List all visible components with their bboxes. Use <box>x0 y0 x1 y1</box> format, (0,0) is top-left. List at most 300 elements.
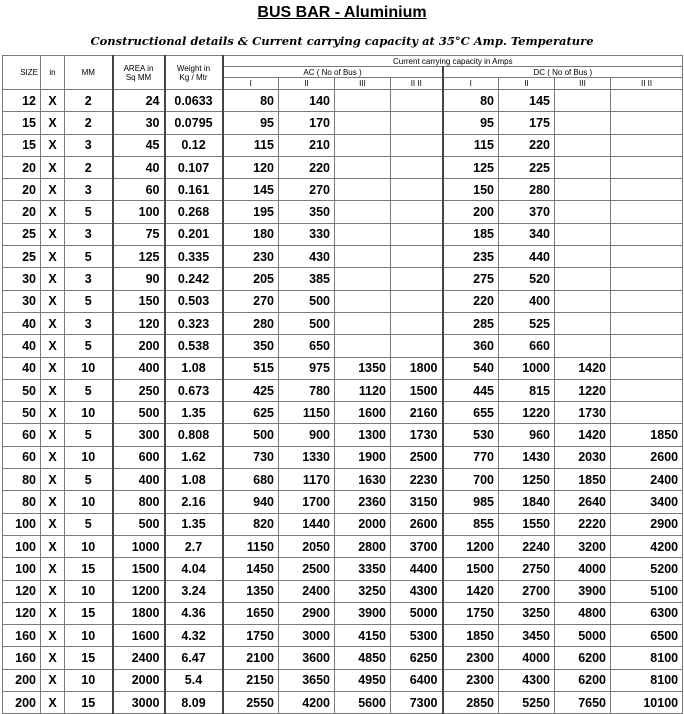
table-row <box>3 402 683 424</box>
dc-value-cell: 275 <box>443 268 499 290</box>
ac-value-cell: 730 <box>223 446 279 468</box>
size-x-cell: X <box>41 602 65 624</box>
ac-value-cell: 385 <box>279 268 335 290</box>
dc-value-cell: 340 <box>499 223 555 245</box>
weight-cell: 0.503 <box>165 290 223 312</box>
weight-cell: 0.268 <box>165 201 223 223</box>
area-cell: 100 <box>113 201 165 223</box>
dc-value-cell: 80 <box>443 90 499 112</box>
ac-value-cell: 1730 <box>391 424 443 446</box>
ac-value-cell <box>335 112 391 134</box>
table-row <box>3 90 683 112</box>
ac-value-cell: 1900 <box>335 446 391 468</box>
ac-value-cell: 1300 <box>335 424 391 446</box>
dc-value-cell: 95 <box>443 112 499 134</box>
dc-value-cell <box>611 379 683 401</box>
dc-value-cell: 2400 <box>611 469 683 491</box>
size-thickness-cell: 10 <box>65 535 113 557</box>
dc-value-cell: 2600 <box>611 446 683 468</box>
size-width-cell: 200 <box>3 669 41 691</box>
size-thickness-cell: 5 <box>65 246 113 268</box>
dc-value-cell: 3900 <box>555 580 611 602</box>
size-thickness-cell: 15 <box>65 647 113 669</box>
dc-value-cell <box>611 223 683 245</box>
size-width-cell: 100 <box>3 558 41 580</box>
size-x-cell: X <box>41 446 65 468</box>
dc-value-cell: 855 <box>443 513 499 535</box>
dc-value-cell: 770 <box>443 446 499 468</box>
dc-value-cell: 2300 <box>443 669 499 691</box>
ac-value-cell: 2000 <box>335 513 391 535</box>
size-width-cell: 120 <box>3 602 41 624</box>
dc-bus-count-2: II <box>499 78 555 90</box>
size-width-cell: 40 <box>3 357 41 379</box>
dc-value-cell <box>555 112 611 134</box>
weight-cell: 6.47 <box>165 647 223 669</box>
table-row <box>3 246 683 268</box>
size-width-cell: 100 <box>3 535 41 557</box>
area-cell: 800 <box>113 491 165 513</box>
dc-value-cell: 220 <box>499 134 555 156</box>
ac-value-cell: 3700 <box>391 535 443 557</box>
size-width-cell: 20 <box>3 156 41 178</box>
ac-value-cell: 270 <box>223 290 279 312</box>
ac-value-cell: 2500 <box>279 558 335 580</box>
ac-value-cell <box>335 223 391 245</box>
weight-cell: 0.538 <box>165 335 223 357</box>
ac-value-cell: 2500 <box>391 446 443 468</box>
ac-value-cell: 1350 <box>223 580 279 602</box>
ac-value-cell: 2160 <box>391 402 443 424</box>
ac-value-cell: 515 <box>223 357 279 379</box>
ac-value-cell <box>391 179 443 201</box>
dc-value-cell <box>611 90 683 112</box>
ac-value-cell: 2150 <box>223 669 279 691</box>
ac-value-cell: 180 <box>223 223 279 245</box>
dc-value-cell: 4000 <box>499 647 555 669</box>
ac-value-cell <box>335 312 391 334</box>
dc-value-cell: 2220 <box>555 513 611 535</box>
ac-value-cell <box>391 335 443 357</box>
weight-cell: 0.673 <box>165 379 223 401</box>
dc-value-cell: 700 <box>443 469 499 491</box>
ac-value-cell: 95 <box>223 112 279 134</box>
size-thickness-cell: 5 <box>65 469 113 491</box>
busbar-table <box>2 55 683 714</box>
dc-value-cell: 520 <box>499 268 555 290</box>
dc-value-cell <box>611 268 683 290</box>
dc-value-cell <box>611 112 683 134</box>
document-title: BUS BAR - Aluminium <box>257 4 427 21</box>
ac-value-cell: 2550 <box>223 692 279 714</box>
size-thickness-cell: 10 <box>65 402 113 424</box>
dc-value-cell <box>555 290 611 312</box>
area-cell: 400 <box>113 357 165 379</box>
size-x-cell: X <box>41 580 65 602</box>
ac-value-cell: 3650 <box>279 669 335 691</box>
ac-value-cell <box>391 223 443 245</box>
size-width-cell: 15 <box>3 112 41 134</box>
dc-value-cell <box>555 335 611 357</box>
ac-value-cell: 170 <box>279 112 335 134</box>
weight-header-line2: Kg / Mtr <box>179 72 208 82</box>
ac-value-cell: 4200 <box>279 692 335 714</box>
size-thickness-cell: 10 <box>65 669 113 691</box>
size-width-cell: 40 <box>3 335 41 357</box>
weight-header-line1: Weight in <box>176 63 211 73</box>
ac-header: AC ( No of Bus ) <box>223 67 443 78</box>
size-x-cell: X <box>41 179 65 201</box>
dc-value-cell: 655 <box>443 402 499 424</box>
ac-value-cell: 820 <box>223 513 279 535</box>
dc-value-cell: 3250 <box>499 602 555 624</box>
dc-value-cell: 185 <box>443 223 499 245</box>
dc-value-cell: 1500 <box>443 558 499 580</box>
size-thickness-cell: 3 <box>65 223 113 245</box>
weight-cell: 0.335 <box>165 246 223 268</box>
weight-cell: 1.35 <box>165 402 223 424</box>
area-cell: 400 <box>113 469 165 491</box>
area-header-line2: Sq MM <box>125 72 152 82</box>
size-thickness-cell: 15 <box>65 558 113 580</box>
dc-value-cell: 3200 <box>555 535 611 557</box>
size-x-cell: X <box>41 290 65 312</box>
size-x-cell: X <box>41 692 65 714</box>
ac-value-cell: 2360 <box>335 491 391 513</box>
area-cell: 60 <box>113 179 165 201</box>
dc-value-cell: 1430 <box>499 446 555 468</box>
ac-value-cell: 1440 <box>279 513 335 535</box>
table-row <box>3 290 683 312</box>
size-width-cell: 160 <box>3 625 41 647</box>
area-cell: 200 <box>113 335 165 357</box>
ac-value-cell <box>335 335 391 357</box>
size-thickness-cell: 5 <box>65 513 113 535</box>
dc-value-cell: 175 <box>499 112 555 134</box>
weight-cell: 1.35 <box>165 513 223 535</box>
size-width-cell: 25 <box>3 246 41 268</box>
ac-value-cell: 2400 <box>279 580 335 602</box>
ac-value-cell: 900 <box>279 424 335 446</box>
dc-bus-count-1: I <box>443 78 499 90</box>
dc-value-cell: 1750 <box>443 602 499 624</box>
dc-value-cell: 1850 <box>611 424 683 446</box>
size-thickness-cell: 15 <box>65 692 113 714</box>
ac-value-cell: 330 <box>279 223 335 245</box>
table-row <box>3 223 683 245</box>
size-width-cell: 120 <box>3 580 41 602</box>
size-x-cell: X <box>41 535 65 557</box>
ac-value-cell: 2050 <box>279 535 335 557</box>
dc-value-cell: 985 <box>443 491 499 513</box>
area-cell: 125 <box>113 246 165 268</box>
size-thickness-cell: 10 <box>65 446 113 468</box>
table-row <box>3 602 683 624</box>
dc-value-cell <box>555 223 611 245</box>
table-body <box>3 90 683 714</box>
weight-cell: 4.32 <box>165 625 223 647</box>
weight-cell: 1.08 <box>165 357 223 379</box>
ac-value-cell: 350 <box>223 335 279 357</box>
area-header <box>113 56 165 90</box>
ac-value-cell: 115 <box>223 134 279 156</box>
dc-value-cell <box>555 312 611 334</box>
dc-value-cell: 530 <box>443 424 499 446</box>
size-width-cell: 200 <box>3 692 41 714</box>
size-thickness-cell: 5 <box>65 335 113 357</box>
dc-value-cell: 285 <box>443 312 499 334</box>
size-thickness-cell: 2 <box>65 90 113 112</box>
dc-value-cell <box>555 268 611 290</box>
weight-cell: 8.09 <box>165 692 223 714</box>
table-row <box>3 112 683 134</box>
ac-value-cell: 280 <box>223 312 279 334</box>
size-x-cell: X <box>41 156 65 178</box>
ac-value-cell <box>391 90 443 112</box>
area-cell: 1200 <box>113 580 165 602</box>
dc-value-cell: 5200 <box>611 558 683 580</box>
ac-value-cell: 7300 <box>391 692 443 714</box>
area-cell: 2000 <box>113 669 165 691</box>
dc-value-cell: 4300 <box>499 669 555 691</box>
dc-value-cell <box>611 402 683 424</box>
ac-value-cell: 2230 <box>391 469 443 491</box>
ac-value-cell: 210 <box>279 134 335 156</box>
dc-value-cell: 200 <box>443 201 499 223</box>
size-x-cell: X <box>41 379 65 401</box>
ac-value-cell: 80 <box>223 90 279 112</box>
dc-value-cell: 125 <box>443 156 499 178</box>
dc-value-cell: 5000 <box>555 625 611 647</box>
dc-value-cell <box>555 134 611 156</box>
size-x-cell: X <box>41 223 65 245</box>
table-row <box>3 580 683 602</box>
area-cell: 40 <box>113 156 165 178</box>
weight-cell: 0.12 <box>165 134 223 156</box>
size-thickness-cell: 10 <box>65 357 113 379</box>
ac-value-cell: 3350 <box>335 558 391 580</box>
dc-value-cell: 6200 <box>555 669 611 691</box>
dc-value-cell: 815 <box>499 379 555 401</box>
dc-value-cell: 4200 <box>611 535 683 557</box>
table-row <box>3 357 683 379</box>
weight-cell: 0.323 <box>165 312 223 334</box>
size-x-cell: X <box>41 469 65 491</box>
dc-value-cell: 225 <box>499 156 555 178</box>
dc-value-cell: 540 <box>443 357 499 379</box>
dc-value-cell: 2700 <box>499 580 555 602</box>
dc-value-cell <box>611 335 683 357</box>
size-thickness-cell: 10 <box>65 491 113 513</box>
ac-value-cell <box>391 290 443 312</box>
size-x-cell: X <box>41 201 65 223</box>
ac-value-cell: 2600 <box>391 513 443 535</box>
ac-value-cell: 195 <box>223 201 279 223</box>
size-thickness-cell: 2 <box>65 156 113 178</box>
dc-value-cell: 4800 <box>555 602 611 624</box>
weight-cell: 4.36 <box>165 602 223 624</box>
weight-cell: 3.24 <box>165 580 223 602</box>
dc-header: DC ( No of Bus ) <box>443 67 683 78</box>
table-row <box>3 424 683 446</box>
weight-cell: 5.4 <box>165 669 223 691</box>
table-row <box>3 647 683 669</box>
table-row <box>3 335 683 357</box>
size-thickness-cell: 10 <box>65 580 113 602</box>
dc-value-cell: 1840 <box>499 491 555 513</box>
dc-value-cell: 1220 <box>555 379 611 401</box>
area-cell: 150 <box>113 290 165 312</box>
ac-value-cell: 1630 <box>335 469 391 491</box>
size-x-cell: X <box>41 312 65 334</box>
ac-value-cell: 3600 <box>279 647 335 669</box>
size-x-cell: X <box>41 491 65 513</box>
ac-value-cell: 270 <box>279 179 335 201</box>
area-cell: 600 <box>113 446 165 468</box>
ac-value-cell: 1120 <box>335 379 391 401</box>
table-row <box>3 134 683 156</box>
mm-header: MM <box>65 56 113 90</box>
dc-value-cell <box>555 90 611 112</box>
dc-value-cell: 10100 <box>611 692 683 714</box>
ac-value-cell: 6400 <box>391 669 443 691</box>
table-header <box>3 56 683 90</box>
weight-cell: 1.08 <box>165 469 223 491</box>
ac-bus-count-2: II <box>279 78 335 90</box>
dc-value-cell: 2240 <box>499 535 555 557</box>
ac-value-cell: 3900 <box>335 602 391 624</box>
size-x-cell: X <box>41 90 65 112</box>
size-width-cell: 160 <box>3 647 41 669</box>
dc-value-cell: 1000 <box>499 357 555 379</box>
size-thickness-cell: 5 <box>65 201 113 223</box>
size-thickness-cell: 3 <box>65 312 113 334</box>
size-width-cell: 50 <box>3 402 41 424</box>
dc-value-cell: 370 <box>499 201 555 223</box>
size-x-cell: X <box>41 246 65 268</box>
ac-value-cell: 1750 <box>223 625 279 647</box>
size-thickness-cell: 5 <box>65 290 113 312</box>
ac-value-cell: 120 <box>223 156 279 178</box>
ac-value-cell: 500 <box>223 424 279 446</box>
ac-value-cell: 1150 <box>279 402 335 424</box>
size-width-cell: 25 <box>3 223 41 245</box>
dc-value-cell: 525 <box>499 312 555 334</box>
ac-value-cell: 3250 <box>335 580 391 602</box>
size-thickness-cell: 3 <box>65 179 113 201</box>
area-cell: 1500 <box>113 558 165 580</box>
size-width-cell: 15 <box>3 134 41 156</box>
ac-value-cell <box>335 268 391 290</box>
ac-value-cell: 220 <box>279 156 335 178</box>
dc-bus-count-4: II II <box>611 78 683 90</box>
area-cell: 1800 <box>113 602 165 624</box>
size-width-cell: 80 <box>3 491 41 513</box>
area-cell: 24 <box>113 90 165 112</box>
ac-value-cell: 4850 <box>335 647 391 669</box>
size-x-cell: X <box>41 647 65 669</box>
size-x-cell: X <box>41 402 65 424</box>
dc-value-cell: 2300 <box>443 647 499 669</box>
dc-value-cell: 235 <box>443 246 499 268</box>
ac-value-cell <box>335 246 391 268</box>
dc-value-cell: 5250 <box>499 692 555 714</box>
document-subtitle: Constructional details & Current carrying capacity at 35°C Amp. Temperature <box>90 34 594 48</box>
ac-value-cell <box>391 134 443 156</box>
area-cell: 45 <box>113 134 165 156</box>
ac-value-cell: 1170 <box>279 469 335 491</box>
dc-value-cell <box>611 290 683 312</box>
weight-header <box>165 56 223 90</box>
dc-value-cell: 3450 <box>499 625 555 647</box>
ac-value-cell: 650 <box>279 335 335 357</box>
ac-value-cell: 625 <box>223 402 279 424</box>
dc-value-cell: 1200 <box>443 535 499 557</box>
table-row <box>3 156 683 178</box>
dc-value-cell: 6500 <box>611 625 683 647</box>
dc-value-cell: 400 <box>499 290 555 312</box>
area-cell: 250 <box>113 379 165 401</box>
ac-value-cell: 140 <box>279 90 335 112</box>
in-header: in <box>41 56 65 90</box>
weight-cell: 2.7 <box>165 535 223 557</box>
ac-value-cell: 1350 <box>335 357 391 379</box>
dc-value-cell: 440 <box>499 246 555 268</box>
size-thickness-cell: 5 <box>65 379 113 401</box>
dc-value-cell <box>611 201 683 223</box>
ac-value-cell: 500 <box>279 312 335 334</box>
area-cell: 1000 <box>113 535 165 557</box>
weight-cell: 2.16 <box>165 491 223 513</box>
area-cell: 300 <box>113 424 165 446</box>
dc-value-cell <box>611 179 683 201</box>
dc-value-cell <box>611 156 683 178</box>
dc-value-cell: 220 <box>443 290 499 312</box>
weight-cell: 0.0633 <box>165 90 223 112</box>
ac-value-cell: 1600 <box>335 402 391 424</box>
area-cell: 30 <box>113 112 165 134</box>
dc-value-cell: 1550 <box>499 513 555 535</box>
ac-value-cell: 940 <box>223 491 279 513</box>
dc-value-cell: 280 <box>499 179 555 201</box>
dc-value-cell <box>611 134 683 156</box>
dc-value-cell <box>611 357 683 379</box>
dc-value-cell: 1420 <box>555 357 611 379</box>
size-width-cell: 100 <box>3 513 41 535</box>
ac-value-cell <box>335 179 391 201</box>
weight-cell: 0.808 <box>165 424 223 446</box>
dc-value-cell <box>611 246 683 268</box>
ac-value-cell <box>335 201 391 223</box>
size-x-cell: X <box>41 625 65 647</box>
ac-bus-count-1: I <box>223 78 279 90</box>
dc-value-cell: 1420 <box>443 580 499 602</box>
size-thickness-cell: 15 <box>65 602 113 624</box>
table-row <box>3 513 683 535</box>
size-x-cell: X <box>41 669 65 691</box>
size-width-cell: 50 <box>3 379 41 401</box>
table-row <box>3 469 683 491</box>
table-row <box>3 379 683 401</box>
weight-cell: 0.161 <box>165 179 223 201</box>
dc-value-cell: 2640 <box>555 491 611 513</box>
size-thickness-cell: 3 <box>65 268 113 290</box>
size-x-cell: X <box>41 357 65 379</box>
weight-cell: 0.0795 <box>165 112 223 134</box>
area-cell: 500 <box>113 402 165 424</box>
area-cell: 1600 <box>113 625 165 647</box>
ac-value-cell: 5300 <box>391 625 443 647</box>
